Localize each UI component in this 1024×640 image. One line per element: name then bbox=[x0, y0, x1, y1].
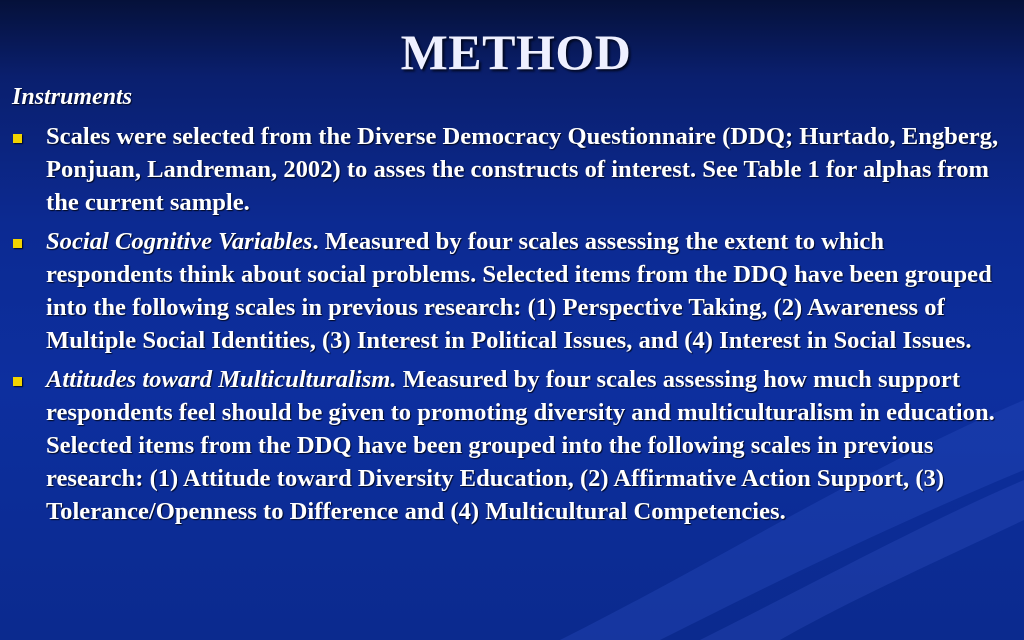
bullet-item-social-cognitive bbox=[0, 225, 1024, 357]
section-subheading: Instruments bbox=[12, 84, 133, 110]
bullet-text: Measured by four scales assessing how much support respondents feel should be given to promoting diversity and multiculturalism in education. Selected items from the DDQ have been grouped into the following scales in previous research: (1) Attitude toward Diversity Education, (2) Affirmative Action Support, (3) Tolerance/Openness to Difference and (4) Multicultural Competencies. bbox=[46, 366, 995, 525]
bullet-text: . Measured by four scales assessing the extent to which respondents think about social problems. Selected items from the DDQ have been grouped into the following scales in previous research: (1) Perspective Taking, (2) Awareness of Multiple Social Identities, (3) Interest in Political Issues, and (4) Interest in Social Issues. bbox=[46, 228, 992, 354]
square-bullet-icon bbox=[13, 239, 22, 248]
bullet-lead: Social Cognitive Variables bbox=[46, 228, 313, 255]
square-bullet-icon bbox=[13, 377, 22, 386]
bullet-lead: Attitudes toward Multiculturalism. bbox=[46, 366, 397, 393]
bullet-list bbox=[0, 120, 1024, 534]
square-bullet-icon bbox=[13, 134, 22, 143]
bullet-item-multiculturalism bbox=[0, 363, 1024, 528]
bullet-item-ddq bbox=[0, 120, 1024, 219]
bullet-text: Scales were selected from the Diverse Democracy Questionnaire (DDQ; Hurtado, Engberg, Ponjuan, Landreman, 2002) to asses the constructs of interest. See Table 1 for alphas from the current sample. bbox=[46, 123, 999, 216]
slide-title: METHOD bbox=[400, 24, 632, 80]
